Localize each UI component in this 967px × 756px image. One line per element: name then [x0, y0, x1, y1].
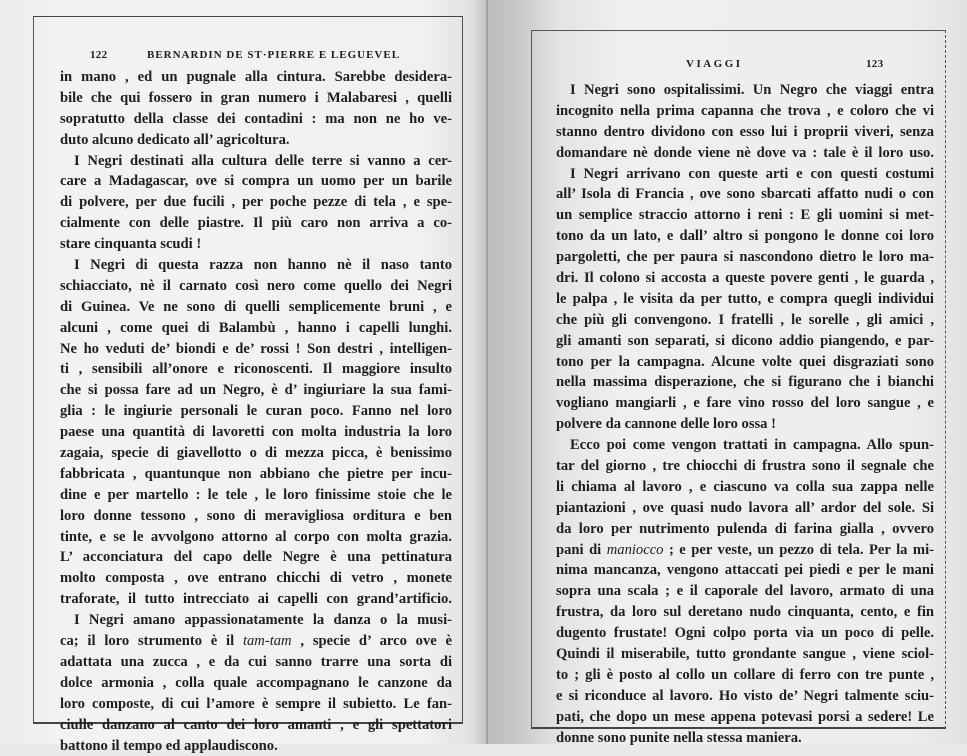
text-line: dri. Il colono si accosta a queste povere genti , le guarda , [556, 268, 934, 289]
text-line: e si riconduce al lavoro. Ho visto de’ Negri talmente sciu- [556, 686, 934, 707]
text-line: stare cinquanta scudi ! [60, 234, 452, 255]
text-line: adattata una zucca , e da cui sanno trarre una sorta di [60, 652, 452, 673]
text-line: L’ acconciatura del capo delle Negre è una pettinatura [60, 547, 452, 568]
running-head: BERNARDIN DE ST·PIERRE E LEGUEVEL [147, 49, 400, 61]
text-line: tar del giorno , tre chiocchi di frustra sono il segnale che [556, 456, 934, 477]
text-line: Ecco poi come vengon trattati in campagna. Allo spun- [556, 435, 934, 456]
text-line: da loro per nutrimento pulenda di farina gialla , ovvero [556, 519, 934, 540]
text-line: donne sono punite nella stessa maniera. [556, 728, 934, 749]
text-line: tono da un lato, e dall’ altro si pongono le donne coi loro [556, 226, 934, 247]
text-line: fabbricata , quantunque non abbiano che pietre per incu- [60, 464, 452, 485]
left-page [60, 44, 452, 756]
text-line: tono per la campagna. Alcune volte quei disgraziati sono [556, 352, 934, 373]
text-line: ca; il loro strumento è il tam-tam , specie d’ arco ove è [60, 631, 452, 652]
text-line: duto alcuno dedicato all’ agricoltura. [60, 130, 452, 151]
text-line: pani di maniocco ; e per veste, un pezzo di tela. Per la mi- [556, 540, 934, 561]
right-page-body [556, 80, 934, 749]
text-line: zagaia, specie di giavellotto o di mezza picca, è benissimo [60, 443, 452, 464]
text-line: pargoletti, che per paura si nascondono dietro le loro ma- [556, 247, 934, 268]
text-line: pati, che dopo un mese appena potevasi porsi a sedere! Le [556, 707, 934, 728]
text-line: bile che qui fossero in gran numero i Malabaresi , quelli [60, 88, 452, 109]
text-line: schiacciato, nè il carnato così nero come quello dei Negri [60, 276, 452, 297]
text-line: I Negri di questa razza non hanno nè il naso tanto [60, 255, 452, 276]
text-line: Ne ho veduti de’ biondi e de’ rossi ! Son destri , intelligen- [60, 339, 452, 360]
text-line: loro donne tessono , sono di meravigliosa orditura e ben [60, 506, 452, 527]
text-line: di polvere, per due fucili , per poche pezze di tela , e spe- [60, 192, 452, 213]
text-line: I Negri destinati alla cultura delle terre si vanno a cer- [60, 151, 452, 172]
text-line: frustra, da loro sul deretano nudo cinquanta, cento, e fin [556, 602, 934, 623]
text-line: all’ Isola di Francia , ove sono sbarcati affatto nudi o con [556, 184, 934, 205]
text-line: dine e per martello : le tele , le loro finissime stoie che le [60, 485, 452, 506]
text-line: ciulle danzano al canto dei loro amanti , e gli spettatori [60, 715, 452, 736]
text-line: vogliano mangiarli , e fare vino rosso del loro sangue , e [556, 393, 934, 414]
text-line: dolce armonia , colla quale accompagnano le canzone da [60, 673, 452, 694]
text-line: sopratutto della classe dei contadini : ma non ne ho ve- [60, 109, 452, 130]
text-line: glia : le ingiurie personali le curan poco. Fanno nel loro [60, 401, 452, 422]
text-line: battono il tempo ed applaudiscono. [60, 736, 452, 756]
text-line: di Guinea. Ve ne sono di quelli semplicemente bruni , e [60, 297, 452, 318]
text-line: li chiama al lavoro , e ciascuno va colla sua zappa nelle [556, 477, 934, 498]
text-line: dugento frustate! Ogni colpo porta via un poco di pelle. [556, 623, 934, 644]
text-line: paese una quantità di lavoretti con molta industria la loro [60, 422, 452, 443]
text-line: gli amanti son separati, si dicono addio piangendo, e par- [556, 331, 934, 352]
text-line: sopra una scala ; e il caporale del lavoro, armato di una [556, 581, 934, 602]
text-line: nima mancanza, vengono attaccati pei piedi e per le mani [556, 560, 934, 581]
text-line: nella massima disperazione, che si figurano che i bianchi [556, 372, 934, 393]
running-head: VIAGGI [686, 58, 743, 70]
text-line: incognito nella prima capanna che trova , e coloro che vi [556, 101, 934, 122]
text-line: loro composte, di cui l’amore è sempre il subietto. Le fan- [60, 694, 452, 715]
text-line: le palpa , le visita da per tutto, e compra quegli individui [556, 289, 934, 310]
left-page-body [60, 67, 452, 756]
text-line: che si possa fare ad un Negro, è d’ ingiuriare la sua fami- [60, 380, 452, 401]
text-line: polvere da cannone delle loro ossa ! [556, 414, 934, 435]
book-gutter [486, 0, 488, 744]
text-line: domandare nè donde viene nè dove va : tale è il loro uso. [556, 143, 934, 164]
text-line: un semplice straccio attorno i reni : E gli uomini si met- [556, 205, 934, 226]
text-line: stanno dentro dividono con esso lui i proprii viveri, senza [556, 122, 934, 143]
right-page-header [556, 55, 934, 73]
text-line: Quindi il miserabile, tutto grondante sangue , viene sciol- [556, 644, 934, 665]
page-number: 122 [90, 49, 107, 61]
text-line: che più gli convengono. I fratelli , le sorelle , gli amici , [556, 310, 934, 331]
text-line: molto composta , ove entrano chicchi di vetro , monete [60, 568, 452, 589]
text-line: piantazioni , ove quasi nudo lavora all’ ardor del sole. Si [556, 498, 934, 519]
text-line: ti , sensibili all’onore e riconoscenti. Il maggiore insulto [60, 359, 452, 380]
text-line: I Negri sono ospitalissimi. Un Negro che viaggi entra [556, 80, 934, 101]
text-line: tinte, e se le avvolgono attorno al corpo con molta grazia. [60, 527, 452, 548]
left-page-header [60, 44, 452, 62]
page-number: 123 [866, 58, 883, 70]
text-line: traforate, il tutto intrecciato ai capelli con grand’artificio. [60, 589, 452, 610]
right-page [556, 55, 934, 749]
text-line: to ; gli è posto al collo un collare di ferro con tre punte , [556, 665, 934, 686]
text-line: I Negri arrivano con queste arti e con questi costumi [556, 164, 934, 185]
text-line: alcuni , come quei di Balambù , hanno i capelli lunghi. [60, 318, 452, 339]
text-line: I Negri amano appassionatamente la danza o la musi- [60, 610, 452, 631]
text-line: cialmente con delle piastre. Il più caro non arriva a co- [60, 213, 452, 234]
text-line: in mano , ed un pugnale alla cintura. Sarebbe desidera- [60, 67, 452, 88]
text-line: care a Madagascar, ove si compra un uomo per un barile [60, 171, 452, 192]
